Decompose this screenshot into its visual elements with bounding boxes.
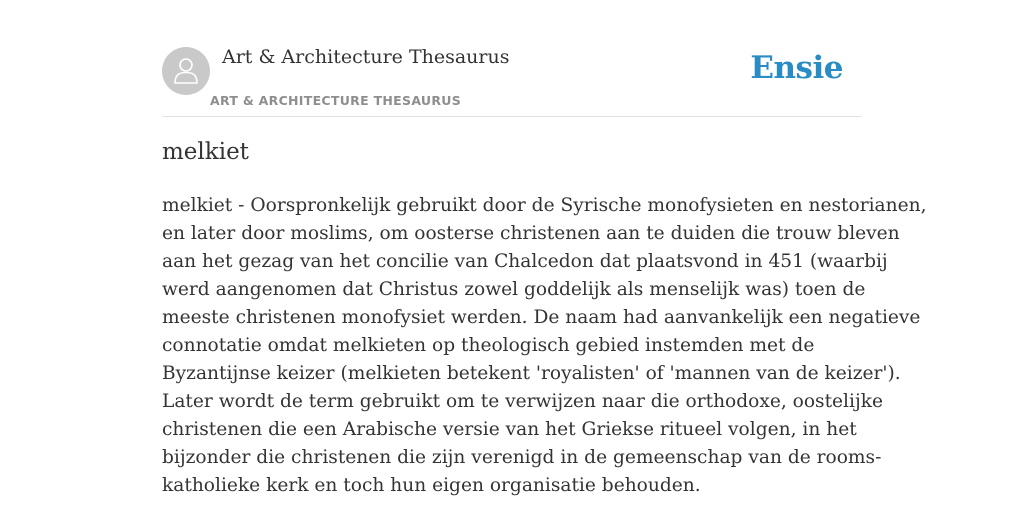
definition-line: christenen die een Arabische versie van het Griekse ritueel volgen, in het: [162, 419, 857, 440]
definition-line: katholieke kerk en toch hun eigen organisatie behouden.: [162, 475, 701, 496]
page-title: melkiet: [162, 139, 249, 165]
source-title[interactable]: Art & Architecture Thesaurus: [222, 46, 510, 68]
definition-line: meeste christenen monofysiet werden. De naam had aanvankelijk een negatieve: [162, 307, 921, 328]
definition-text: [162, 192, 927, 500]
definition-line: connotatie omdat melkieten op theologisch gebied instemden met de: [162, 335, 815, 356]
definition-line: werd aangenomen dat Christus zowel goddelijk als menselijk was) toen de: [162, 279, 866, 300]
definition-line: bijzonder die christenen die zijn verenigd in de gemeenschap van de rooms-: [162, 447, 882, 468]
brand-logo-link[interactable]: Ensie: [750, 50, 843, 86]
definition-line: melkiet - Oorspronkelijk gebruikt door de Syrische monofysieten en nestorianen,: [162, 195, 927, 216]
header: [162, 46, 862, 117]
user-icon: [173, 56, 199, 84]
definition-line: Later wordt de term gebruikt om te verwijzen naar die orthodoxe, oostelijke: [162, 391, 883, 412]
definition-line: Byzantijnse keizer (melkieten betekent 'royalisten' of 'mannen van de keizer').: [162, 363, 901, 384]
definition-line: aan het gezag van het concilie van Chalcedon dat plaatsvond in 451 (waarbij: [162, 251, 888, 272]
avatar[interactable]: [162, 47, 210, 95]
definition-line: en later door moslims, om oosterse christenen aan te duiden die trouw bleven: [162, 223, 900, 244]
source-subtitle: ART & ARCHITECTURE THESAURUS: [210, 93, 462, 108]
